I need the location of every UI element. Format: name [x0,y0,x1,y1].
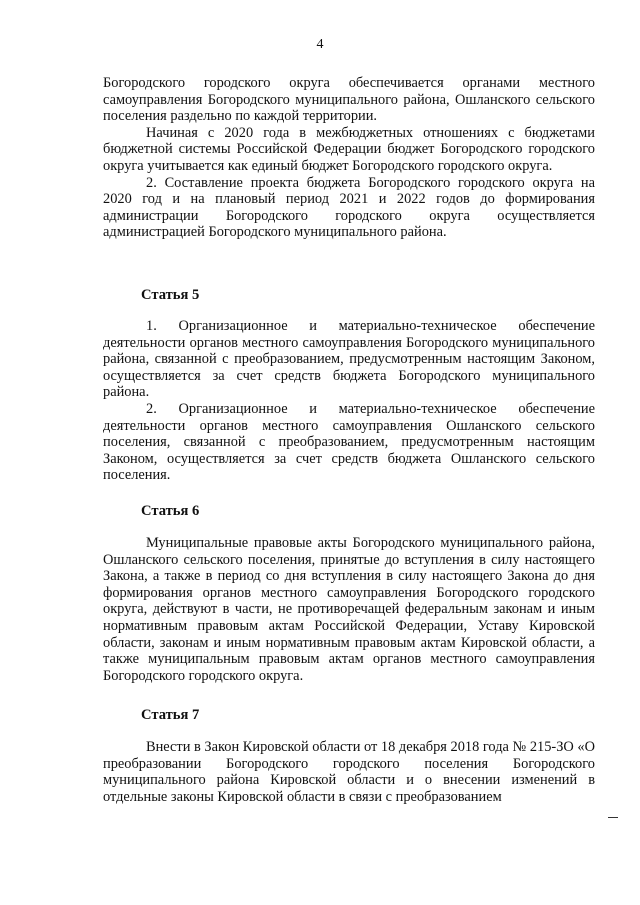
article6-body [103,535,595,684]
scan-mark [608,817,618,818]
paragraph: 1. Организационное и материально-техническое обеспечение деятельности органов местного самоуправления Богородского муниципального района, связанной с преобразованием, предусмотренным настоящим Законом, осуществляется за счет средств бюджета Богородского муниципального района. [103,318,595,401]
paragraph: Начиная с 2020 года в межбюджетных отношениях с бюджетами бюджетной системы Российской Федерации бюджет Богородского городского округа учитывается как единый бюджет Богородского городского округа. [103,124,595,174]
paragraph: Внести в Закон Кировской области от 18 декабря 2018 года № 215-ЗО «О преобразовании Богородского городского поселения Богородского муниципального района Кировской области и о внесении изменений в отдельные законы Кировской области в связи с преобразованием [103,739,595,805]
paragraph: 2. Составление проекта бюджета Богородского городского округа на 2020 год и на плановый период 2021 и 2022 годов до формирования администрации Богородского городского округа осуществляется администрацией Богородского муниципального района. [103,174,595,241]
paragraph: Муниципальные правовые акты Богородского муниципального района, Ошланского сельского поселения, принятые до вступления в силу настоящего Закона, а также в период со дня вступления в силу настоящего Закона до дня формирования органов местного самоуправления Богородского городского округа, действуют в части, не противоречащей федеральным законам и иным нормативным правовым актам Российской Федерации, Уставу Кировской области, законам и иным нормативным правовым актам Кировской области, а также муниципальным правовым актам органов местного самоуправления Богородского городского округа. [103,535,595,684]
article5-body [103,318,595,484]
paragraph: Богородского городского округа обеспечивается органами местного самоуправления Богородского муниципального района, Ошланского сельского поселения раздельно по каждой территории. [103,75,595,125]
article-heading: Статья 7 [141,707,200,723]
article-heading: Статья 6 [141,503,200,519]
article7-body [103,739,595,805]
paragraph: 2. Организационное и материально-техническое обеспечение деятельности органов местного самоуправления Ошланского сельского поселения, связанной с преобразованием, предусмотренным настоящим Законом, осуществляется за счет средств бюджета Ошланского сельского поселения. [103,400,595,484]
page-number: 4 [316,37,324,52]
article-heading: Статья 5 [141,287,200,303]
article4-continuation [103,75,595,241]
